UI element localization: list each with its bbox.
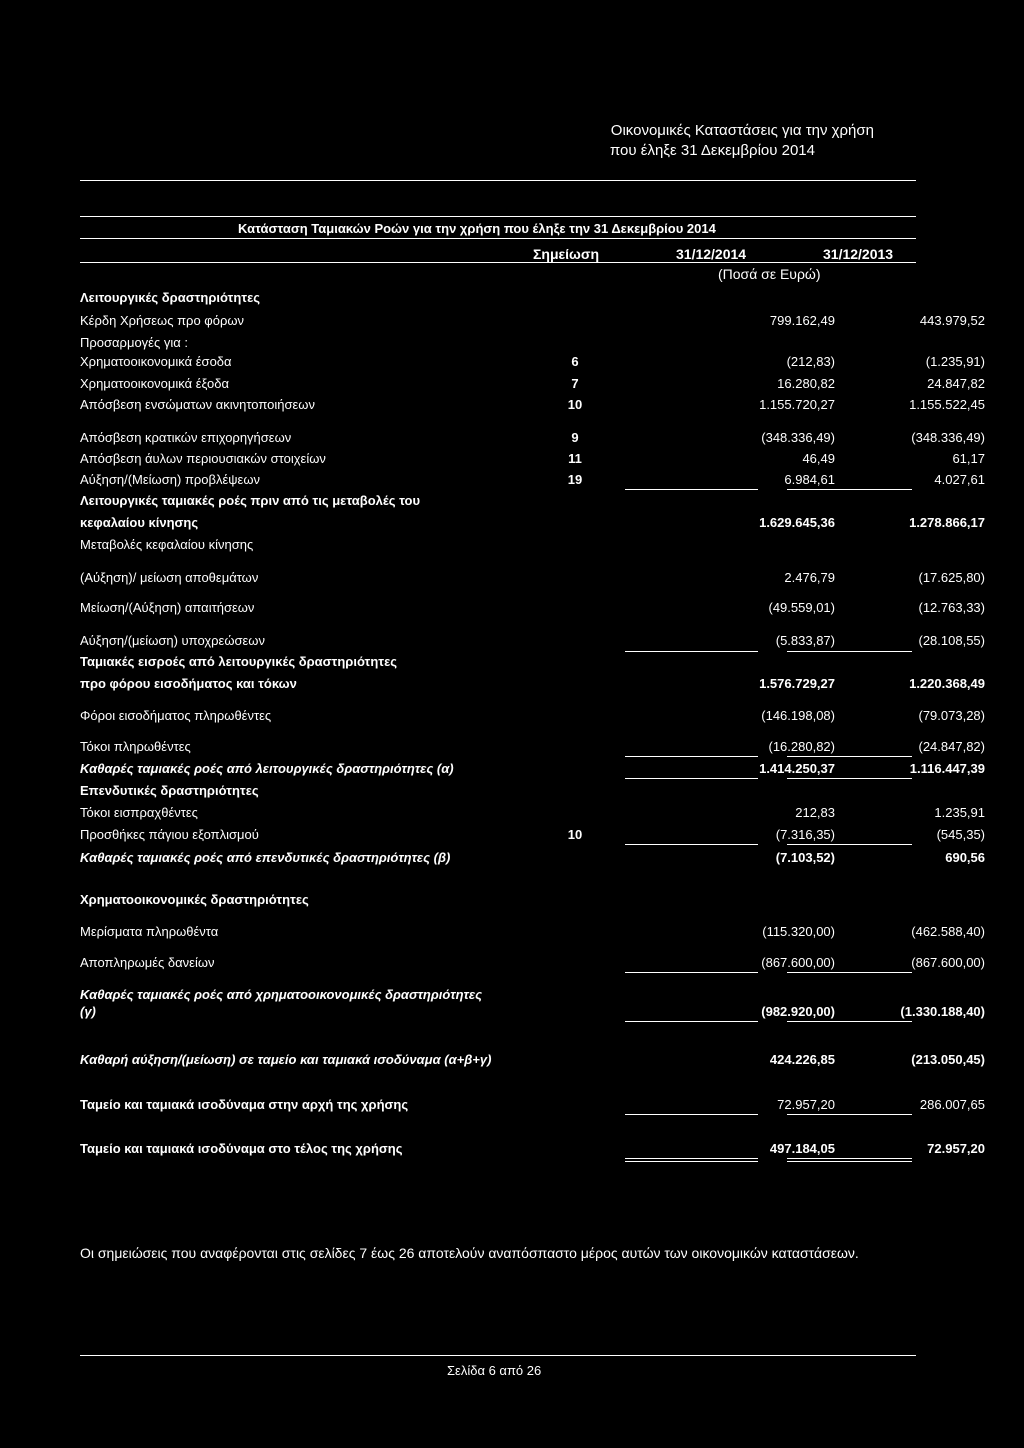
table-row: Κέρδη Χρήσεως προ φόρων 799.162,49 443.979,52: [80, 313, 985, 328]
subtotal-rule: [625, 756, 758, 757]
table-row: Τόκοι πληρωθέντες (16.280,82) (24.847,82): [80, 739, 985, 754]
subtotal-rule: [787, 1114, 912, 1115]
table-row: Χρηματοοικονομικά έσοδα 6 (212,83) (1.235,91): [80, 354, 985, 369]
table-row: Λειτουργικές ταμιακές ροές πριν από τις μεταβολές του: [80, 493, 421, 508]
col-2014-header: 31/12/2014: [676, 246, 747, 262]
table-row: Προσθήκες πάγιου εξοπλισμού 10 (7.316,35) (545,35): [80, 827, 985, 842]
table-row: Απόσβεση κρατικών επιχορηγήσεων 9 (348.336,49) (348.336,49): [80, 430, 985, 445]
footnote-text: Οι σημειώσεις που αναφέρονται στις σελίδες 7 έως 26 αποτελούν αναπόσπαστο μέρος αυτών των οικονομικών καταστάσεων.: [80, 1245, 859, 1261]
subtotal-rule: [787, 844, 912, 845]
total-double-rule: [625, 1158, 758, 1159]
subtotal-rule: [625, 972, 758, 973]
table-row: Μεταβολές κεφαλαίου κίνησης: [80, 537, 254, 552]
subtotal-rule: [787, 778, 912, 779]
subtotal-rule: [625, 844, 758, 845]
col-2013-header: 31/12/2013: [823, 246, 894, 262]
total-double-rule: [625, 1161, 758, 1162]
report-title-line2: που έληξε 31 Δεκεμβρίου 2014: [609, 142, 815, 159]
subtotal-rule: [787, 651, 912, 652]
subtotal-rule: [787, 756, 912, 757]
subtotal-rule: [625, 778, 758, 779]
page-number: Σελίδα 6 από 26: [447, 1363, 542, 1378]
table-row: Απόσβεση άυλων περιουσιακών στοιχείων 11 46,49 61,17: [80, 451, 985, 466]
subtotal-rule: [787, 972, 912, 973]
total-double-rule: [787, 1158, 912, 1159]
col-header-rule: [80, 262, 916, 263]
statement-title: Κατάσταση Ταμιακών Ροών για την χρήση που έληξε την 31 Δεκεμβρίου 2014: [238, 221, 716, 236]
table-row: Λειτουργικές δραστηριότητες: [80, 290, 261, 305]
subtotal-rule: [625, 1114, 758, 1115]
subtotal-rule: [787, 1021, 912, 1022]
table-row: Τόκοι εισπραχθέντες 212,83 1.235,91: [80, 805, 985, 820]
subtotal-rule: [787, 489, 912, 490]
table-row: Καθαρή αύξηση/(μείωση) σε ταμείο και ταμιακά ισοδύναμα (α+β+γ) 424.226,85 (213.050,45): [80, 1052, 985, 1067]
col-note-header: Σημείωση: [533, 246, 600, 262]
table-row: Καθαρές ταμιακές ροές από λειτουργικές δραστηριότητες (α) 1.414.250,37 1.116.447,39: [80, 761, 985, 776]
title-rule-top: [80, 216, 916, 217]
table-row: Ταμείο και ταμιακά ισοδύναμα στο τέλος της χρήσης 497.184,05 72.957,20: [80, 1141, 985, 1156]
table-row: Χρηματοοικονομικά έξοδα 7 16.280,82 24.847,82: [80, 376, 985, 391]
table-row: Αποπληρωμές δανείων (867.600,00) (867.600,00): [80, 955, 985, 970]
table-row: Μείωση/(Αύξηση) απαιτήσεων (49.559,01) (12.763,33): [80, 600, 985, 615]
total-double-rule: [787, 1161, 912, 1162]
table-row: προ φόρου εισοδήματος και τόκων 1.576.729,27 1.220.368,49: [80, 676, 985, 691]
table-row: (γ) (982.920,00) (1.330.188,40): [80, 1004, 985, 1019]
currency-note: (Ποσά σε Ευρώ): [718, 266, 821, 282]
table-row: Επενδυτικές δραστηριότητες: [80, 783, 259, 798]
table-row: Μερίσματα πληρωθέντα (115.320,00) (462.588,40): [80, 924, 985, 939]
table-row: Καθαρές ταμιακές ροές από επενδυτικές δραστηριότητες (β) (7.103,52) 690,56: [80, 850, 985, 865]
table-row: Αύξηση/(Μείωση) προβλέψεων 19 6.984,61 4.027,61: [80, 472, 985, 487]
table-row: Καθαρές ταμιακές ροές από χρηματοοικονομικές δραστηριότητες: [80, 987, 483, 1002]
subtotal-rule: [625, 1021, 758, 1022]
subtotal-rule: [625, 489, 758, 490]
table-row: Αύξηση/(μείωση) υποχρεώσεων (5.833,87) (28.108,55): [80, 633, 985, 648]
table-row: Ταμιακές εισροές από λειτουργικές δραστηριότητες: [80, 654, 397, 669]
table-row: Φόροι εισοδήματος πληρωθέντες (146.198,08) (79.073,28): [80, 708, 985, 723]
subtotal-rule: [625, 651, 758, 652]
table-row: (Αύξηση)/ μείωση αποθεμάτων 2.476,79 (17.625,80): [80, 570, 985, 585]
table-row: Ταμείο και ταμιακά ισοδύναμα στην αρχή της χρήσης 72.957,20 286.007,65: [80, 1097, 985, 1112]
table-row: Χρηματοοικονομικές δραστηριότητες: [80, 892, 309, 907]
footer-rule: [80, 1355, 916, 1356]
table-row: Προσαρμογές για :: [80, 335, 188, 350]
header-rule: [80, 180, 916, 181]
table-row: Απόσβεση ενσώματων ακινητοποιήσεων 10 1.155.720,27 1.155.522,45: [80, 397, 985, 412]
title-rule-bottom: [80, 238, 916, 239]
report-title-line1: Οικονομικές Καταστάσεις για την χρήση: [610, 122, 874, 139]
table-row: κεφαλαίου κίνησης 1.629.645,36 1.278.866,17: [80, 515, 985, 530]
